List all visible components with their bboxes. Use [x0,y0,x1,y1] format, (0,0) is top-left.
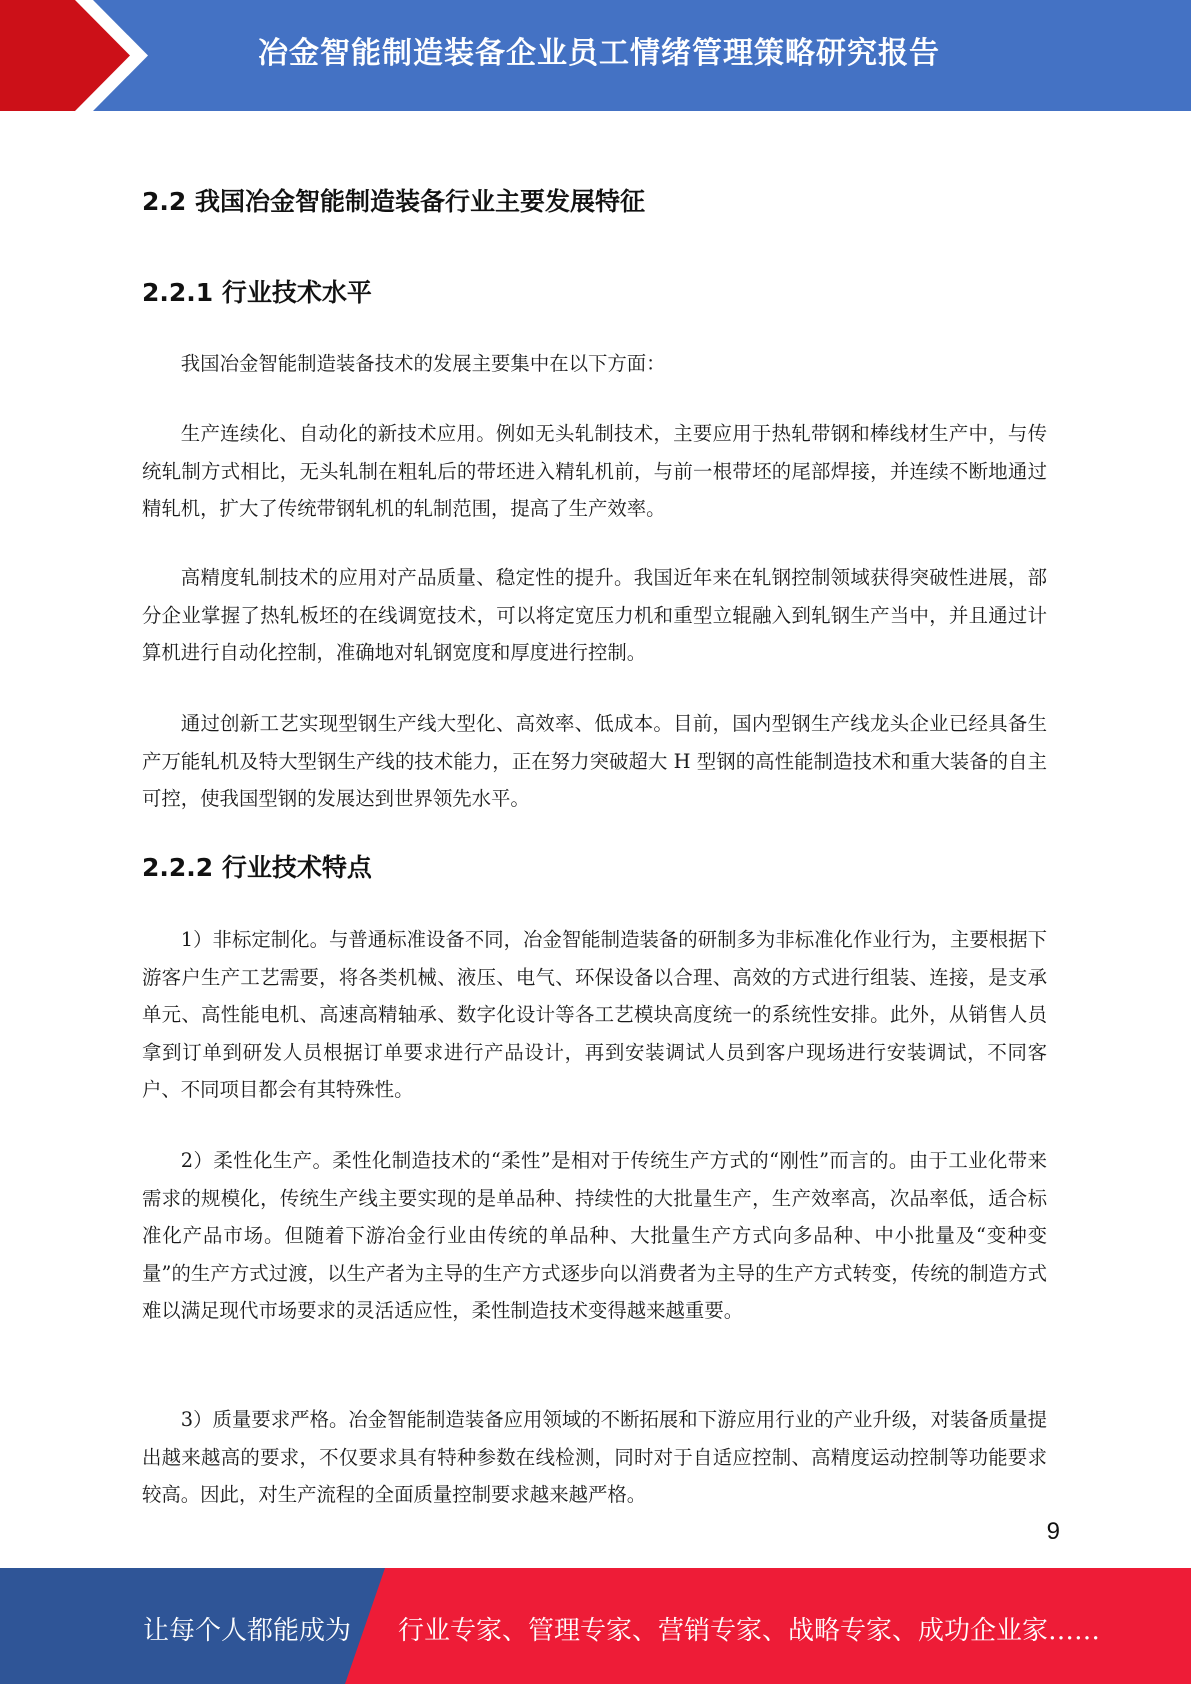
paragraph: 1）非标定制化。与普通标准设备不同，冶金智能制造装备的研制多为非标准化作业行为，主要根据下游客户生产工艺需要，将各类机械、液压、电气、环保设备以合理、高效的方式进行组装、连接，是支承单元、高性能电机、高速高精轴承、数字化设计等各工艺模块高度统一的系统性安排。此外，从销售人员拿到订单到研发人员根据订单要求进行产品设计，再到安装调试人员到客户现场进行安装调试，不同客户、不同项目都会有其特殊性。 [142,928,1047,1101]
page-number: 9 [1046,1518,1060,1545]
subsection-heading-1: 2.2.1 行业技术水平 [142,278,372,307]
paragraph: 高精度轧制技术的应用对产品质量、稳定性的提升。我国近年来在轧钢控制领域获得突破性进展，部分企业掌握了热轧板坯的在线调宽技术，可以将定宽压力机和重型立辊融入到轧钢生产当中，并且通过计算机进行自动化控制，准确地对轧钢宽度和厚度进行控制。 [142,566,1047,664]
header-banner [0,0,1191,111]
report-title: 冶金智能制造装备企业员工情绪管理策略研究报告 [258,36,940,71]
footer-banner [0,1568,1191,1684]
paragraph: 我国冶金智能制造装备技术的发展主要集中在以下方面： [180,352,666,375]
paragraph: 通过创新工艺实现型钢生产线大型化、高效率、低成本。目前，国内型钢生产线龙头企业已经具备生产万能轧机及特大型钢生产线的技术能力，正在努力突破超大 H 型钢的高性能制造技术和重大装备的自主可控，使我国型钢的发展达到世界领先水平。 [142,712,1047,810]
paragraph: 3）质量要求严格。冶金智能制造装备应用领域的不断拓展和下游应用行业的产业升级，对装备质量提出越来越高的要求，不仅要求具有特种参数在线检测，同时对于自适应控制、高精度运动控制等功能要求较高。因此，对生产流程的全面质量控制要求越来越严格。 [142,1408,1047,1506]
footer-slogan-right: 行业专家、管理专家、营销专家、战略专家、成功企业家…… [398,1616,1101,1646]
paragraph: 生产连续化、自动化的新技术应用。例如无头轧制技术，主要应用于热轧带钢和棒线材生产中，与传统轧制方式相比，无头轧制在粗轧后的带坯进入精轧机前，与前一根带坯的尾部焊接，并连续不断地通过精轧机，扩大了传统带钢轧机的轧制范围，提高了生产效率。 [142,422,1047,520]
footer-slogan-left: 让每个人都能成为 [143,1616,352,1646]
section-heading: 2.2 我国冶金智能制造装备行业主要发展特征 [142,187,645,216]
subsection-heading-2: 2.2.2 行业技术特点 [142,853,372,882]
paragraph: 2）柔性化生产。柔性化制造技术的“柔性”是相对于传统生产方式的“刚性”而言的。由于工业化带来需求的规模化，传统生产线主要实现的是单品种、持续性的大批量生产，生产效率高，次品率低，适合标准化产品市场。但随着下游冶金行业由传统的单品种、大批量生产方式向多品种、中小批量及“变种变量”的生产方式过渡，以生产者为主导的生产方式逐步向以消费者为主导的生产方式转变，传统的制造方式难以满足现代市场要求的灵活适应性，柔性制造技术变得越来越重要。 [142,1149,1047,1322]
